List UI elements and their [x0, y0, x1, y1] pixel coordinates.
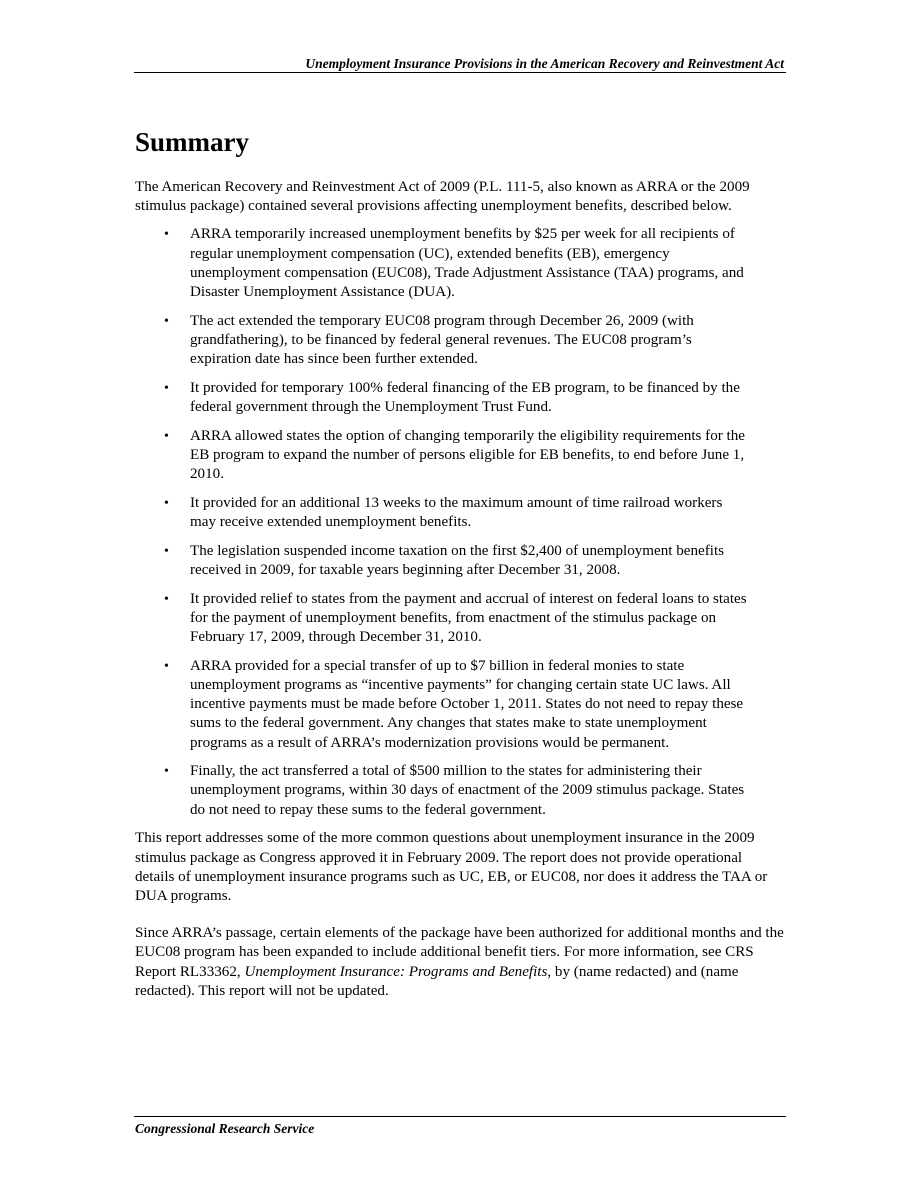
- footer-organization: Congressional Research Service: [135, 1121, 315, 1136]
- list-item-text: ARRA temporarily increased unemployment benefits by $25 per week for all recipients of regular unemployment compensation (UC), extended benefits (EB), emergency unemployment compensation (EUC08), Trade Adjustment Assistance (TAA) programs, and Disaster Unemployment Assistance (DUA).: [190, 226, 744, 301]
- list-item-text: The legislation suspended income taxation on the first $2,400 of unemployment benefits received in 2009, for taxable years beginning after December 31, 2008.: [190, 542, 725, 578]
- list-item: [164, 590, 750, 648]
- list-item: [164, 762, 750, 820]
- section-title: Summary: [135, 127, 249, 157]
- list-item-text: It provided relief to states from the payment and accrual of interest on federal loans to states for the payment of unemployment benefits, from enactment of the stimulus package on February 17, 2009, through December 31, 2010.: [190, 590, 747, 646]
- list-item-text: It provided for an additional 13 weeks to the maximum amount of time railroad workers may receive extended unemployment benefits.: [190, 494, 723, 531]
- list-item: [164, 225, 750, 302]
- provisions-list: [135, 225, 750, 819]
- bullet-icon: •: [164, 428, 169, 444]
- bullet-icon: •: [164, 591, 169, 607]
- running-header: Unemployment Insurance Provisions in the American Recovery and Reinvestment Act: [305, 56, 784, 71]
- bullet-icon: •: [164, 658, 169, 674]
- footer-rule: [134, 1116, 786, 1117]
- list-item: [164, 657, 750, 753]
- list-item: [164, 312, 750, 370]
- bullet-icon: •: [164, 313, 169, 329]
- bullet-icon: •: [164, 380, 169, 396]
- bullet-icon: •: [164, 495, 169, 511]
- summary-section: [135, 120, 785, 1001]
- list-item: [164, 379, 750, 417]
- since-passage-paragraph: [135, 924, 785, 1001]
- since-passage-text: Since ARRA’s passage, certain elements of the package have been authorized for additional months and the EUC08 program has been expanded to include additional benefit tiers. For more information, see CRS Report RL33362,: [135, 925, 784, 980]
- list-item: [164, 494, 750, 532]
- list-item-text: ARRA allowed states the option of changing temporarily the eligibility requirements for the EB program to expand the number of persons eligible for EB benefits, to end before June 1, 2010.: [190, 427, 745, 483]
- list-item: [164, 542, 750, 580]
- list-item-text: It provided for temporary 100% federal financing of the EB program, to be financed by the federal government through the Unemployment Trust Fund.: [190, 379, 740, 416]
- intro-paragraph: The American Recovery and Reinvestment Act of 2009 (P.L. 111-5, also known as ARRA or the 2009 stimulus package) contained several provisions affecting unemployment benefits, described below.: [135, 179, 750, 215]
- report-scope-paragraph: This report addresses some of the more common questions about unemployment insurance in the 2009 stimulus package as Congress approved it in February 2009. The report does not provide operational details of unemployment insurance programs such as UC, EB, or EUC08, nor does it address the TAA or DUA programs.: [135, 830, 768, 904]
- list-item-text: Finally, the act transferred a total of $500 million to the states for administering their unemployment programs, within 30 days of enactment of the 2009 stimulus package. States do not need to repay these sums to the federal government.: [190, 763, 745, 818]
- list-item-text: The act extended the temporary EUC08 program through December 26, 2009 (with grandfathering), to be financed by federal general revenues. The EUC08 program’s expiration date has since been further extended.: [190, 312, 694, 368]
- list-item-text: ARRA provided for a special transfer of up to $7 billion in federal monies to state unemployment programs as “incentive payments” for changing certain state UC laws. All incentive payments must be made before October 1, 2011. States do not need to repay these sums to the federal government. Any changes that states make to state unemployment programs as a result of ARRA’s modernization provisions would be permanent.: [190, 657, 744, 751]
- bullet-icon: •: [164, 543, 169, 559]
- list-item: [164, 427, 750, 485]
- report-title-reference: Unemployment Insurance: Programs and Benefits: [244, 963, 548, 980]
- bullet-icon: •: [164, 764, 169, 780]
- since-passage-text-end: , by (name redacted) and (name redacted). This report will not be updated.: [135, 963, 739, 999]
- header-rule: [134, 72, 786, 73]
- bullet-icon: •: [164, 227, 169, 243]
